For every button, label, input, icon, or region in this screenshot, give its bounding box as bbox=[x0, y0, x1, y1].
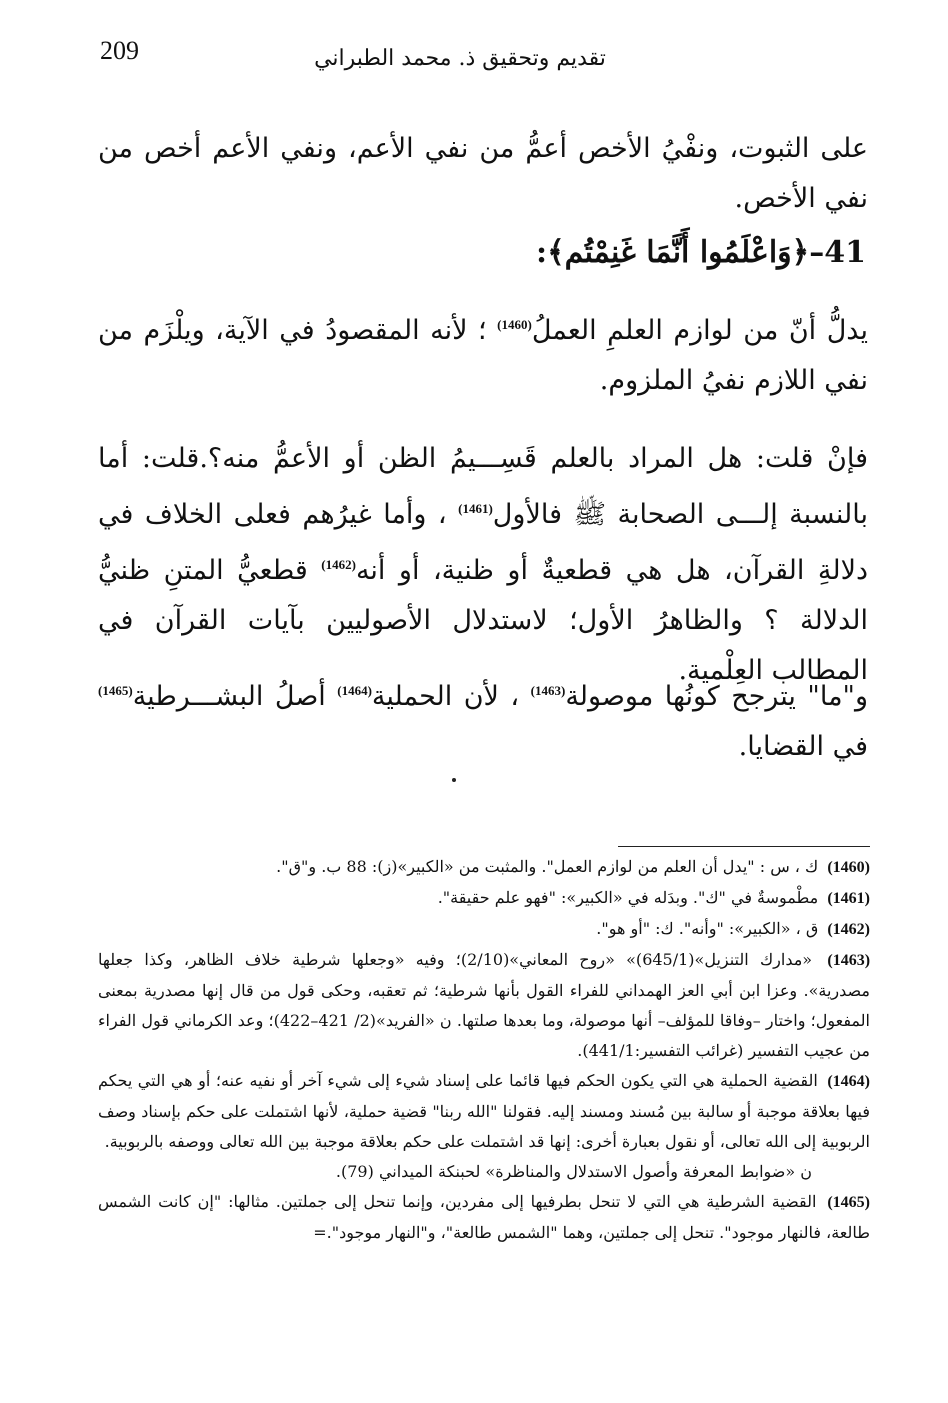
footnote-text: «مدارك التنزيل»(645/1)» «روح المعاني»(2/10)؛ وفيه «وجعلها شرطية خلاف الظاهر، وكذا جعلها مصدرية». وعزا ابن أبي العز الهمداني للفراء القول بأنها شرطية؛ ثم تعقبه، وحكى قول من قال إنها مصدرية بمعنى المفعول؛ واختار –وفاقا للمؤلف– أنها موصولة، وما بعدها صلتها. ن «الفريد»(2/ 421–422)؛ وعد الكرماني قول الفراء من عجيب التفسير (غرائب التفسير:441/1). bbox=[98, 950, 871, 1060]
footnote-1464 bbox=[98, 1066, 870, 1157]
footnote-ref-1462: (1462) bbox=[321, 557, 356, 572]
footnote-ref-1465: (1465) bbox=[98, 683, 133, 698]
footnote-1460 bbox=[98, 852, 870, 883]
footnote-number: (1462) bbox=[827, 921, 870, 938]
footnote-text: ق ، «الكبير»: "وأنه". ك: "أو هو". bbox=[596, 919, 819, 938]
paragraph-4-text-d: في القضايا. bbox=[738, 731, 868, 762]
footnote-ref-1460: (1460) bbox=[497, 317, 532, 332]
footnote-text: القضية الحملية هي التي يكون الحكم فيها قائما على إسناد شيء إلى شيء آخر أو نفيه عنه؛ أو هي التي يحكم فيها بعلاقة موجبة أو سالبة بين مُسند ومسند إليه. فقولنا "الله ربنا" قضية حملية، لأنها اشتملت على حكم بإسناد وصف الربوبية إلى الله تعالى، أو نقول بعبارة أخرى: إنها قد اشتملت على حكم بعلاقة موجبة بين الله تعالى ووصفه بالربوبية. bbox=[98, 1071, 870, 1151]
stray-dot bbox=[452, 778, 456, 782]
paragraph-4-text-a: و"ما" يترجح كونُها موصولة bbox=[565, 681, 868, 712]
footnote-number: (1460) bbox=[827, 859, 870, 876]
paragraph-4-text-b: ، لأن الحملية bbox=[371, 681, 520, 712]
footnote-text: مطْموسةٌ في "ك". وبدَله في «الكبير»: "فهو علم حقيقة". bbox=[437, 888, 819, 907]
paragraph-1: على الثبوت، ونفْيُ الأخص أعمُّ من نفي الأعم، ونفي الأعم أخص من نفي الأخص. bbox=[98, 133, 868, 214]
footnote-number: (1464) bbox=[827, 1073, 870, 1090]
footnote-number: (1461) bbox=[827, 890, 870, 907]
paragraph-4 bbox=[98, 666, 868, 772]
paragraph-4-text-c: أصلُ البشـــرطية bbox=[132, 681, 326, 712]
footnote-text: القضية الشرطية هي التي لا تنحل بطرفيها إلى مفردين، وإنما تنحل إلى جملتين. مثالها: "إن كانت الشمس طالعة، فالنهار موجود". تنحل إلى جملتين، وهما "الشمس طالعة"، و"النهار موجود".= bbox=[98, 1192, 870, 1242]
footnote-text: ك ، س : "يدل أن العلم من لوازم العمل". والمثبت من «الكبير»(ز): 88 ب. و"ق". bbox=[276, 857, 819, 876]
footnote-text: ن «ضوابط المعرفة وأصول الاستدلال والمناظرة» لحبنكة الميداني (79). bbox=[335, 1162, 812, 1181]
paragraph-2-text-b: ؛ لأنه المقصودُ في الآية، ويلْزَم من نفي اللازم نفيُ الملزوم. bbox=[98, 315, 868, 396]
footnote-1465 bbox=[98, 1187, 870, 1248]
paragraph-2 bbox=[98, 300, 868, 406]
paragraph-3 bbox=[98, 434, 868, 696]
footnote-1464-reference bbox=[98, 1157, 870, 1187]
footnotes bbox=[98, 852, 870, 1248]
footnote-1462 bbox=[98, 914, 870, 945]
paragraph-2-text-a: يدلُّ أنّ من لوازم العلمِ العملُ bbox=[531, 315, 868, 346]
page-number: 209 bbox=[100, 36, 139, 65]
footnote-number: (1465) bbox=[827, 1194, 870, 1211]
footnote-ref-1461: (1461) bbox=[458, 501, 493, 516]
footnote-1463 bbox=[98, 945, 870, 1066]
paragraph-3-text-c: قطعيُّ المتنِ ظنيُّ الدلالة ؟ والظاهرُ الأول؛ لاستدلال الأصوليين بآيات القرآن في المطالب العِلْمية. bbox=[98, 555, 868, 686]
footnote-ref-1463: (1463) bbox=[530, 683, 566, 698]
paragraph-3-text-a: فإنْ قلت: هل المراد بالعلم قَسِـــيمُ الظن أو الأعمُّ منه؟.قلت: أما بالنسبة إلـــى الصحابة ﷺ فالأول bbox=[98, 443, 868, 530]
footnote-1461 bbox=[98, 883, 870, 914]
footnote-separator bbox=[618, 846, 870, 847]
footnote-number: (1463) bbox=[827, 952, 871, 969]
footnote-ref-1464: (1464) bbox=[337, 683, 372, 698]
paragraph-3-text-b: ، وأما غيرُهم فعلى الخلاف في دلالةِ القرآن، هل هي قطعيةٌ أو ظنية، أو أنه bbox=[98, 499, 868, 586]
section-heading: 41–﴿وَاعْلَمُوا أَنَّمَا غَنِمْتُم﴾: bbox=[536, 235, 866, 270]
running-head: تقديم وتحقيق ذ. محمد الطبراني bbox=[314, 46, 606, 71]
